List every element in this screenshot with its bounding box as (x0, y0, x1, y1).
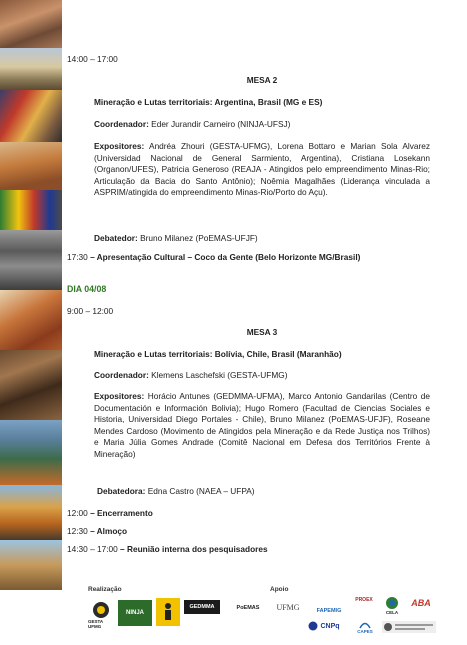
closing-item-3 (67, 544, 268, 556)
closing-item-1 (67, 508, 153, 520)
mesa3-exp-label: Expositores: (94, 391, 145, 401)
cnpq-logo-text: CNPq (320, 622, 340, 630)
mesa3-exp-value: Horácio Antunes (GEDMMA-UFMA), Marco Antonio Gandarilas (Centro de Documentación e Información Bolivia); Hugo Romero (Facultad de Ciencias Sociales e Historia, Universidad Diego Portales - Chile), Bruno Milanez (PoEMAS-UFJF), Roseane Mendes Cardoso (Movimento de Atingidos pela Mineração e da Rede Justiça nos Trilhos) e Maria Júlia Gomes Andrade (Comitê Nacional em Defesa dos Territórios Frente à Mineração) (94, 391, 430, 459)
creative-commons-icon (382, 621, 436, 633)
mesa3-deb-value: Edna Castro (NAEA – UFPA) (145, 486, 255, 496)
closing-time-3: 14:30 – 17:00 (67, 544, 118, 554)
photo-mine-pit (0, 0, 62, 48)
photo-port (0, 485, 62, 540)
cultural-text: – Apresentação Cultural – Coco da Gente (Belo Horizonte MG/Brasil) (87, 252, 361, 262)
ufmg-logo: UFMG (276, 602, 300, 612)
mesa3-theme-value: Bolívia, Chile, Brasil (Maranhão) (212, 349, 342, 359)
photo-land (0, 142, 62, 190)
mesa3-title: MESA 3 (246, 327, 278, 337)
mesa3-coord-label: Coordenador: (94, 370, 149, 380)
aba-logo: ABA (411, 598, 431, 608)
mesa2-coord-value: Eder Jurandir Carneiro (NINJA-UFSJ) (148, 119, 291, 129)
proex-logo: PROEX (355, 597, 373, 603)
session-time-1: 14:00 – 17:00 (67, 54, 118, 64)
photo-landscape (0, 540, 62, 590)
closing-time-1: 12:00 (67, 508, 88, 518)
mesa2-coord-label: Coordenador: (94, 119, 149, 129)
day-heading: DIA 04/08 (67, 284, 107, 294)
capes-emblem-icon (359, 619, 371, 629)
license-badge (382, 620, 436, 634)
photo-strip (0, 0, 62, 590)
mesa2-exp-label: Expositores: (94, 141, 145, 151)
mesa3-speakers (94, 391, 430, 460)
photo-miners-bw (0, 230, 62, 290)
cnpq-emblem-icon (308, 621, 318, 631)
ninja-logo: NINJA (118, 600, 152, 626)
cela-logo-text: CELA (385, 609, 399, 615)
closing-item-2 (67, 526, 127, 538)
mesa3-debater (97, 486, 433, 498)
mesa2-debater (94, 233, 430, 245)
mesa3-coordinator (94, 370, 430, 382)
poemas-logo: PoEMAS (236, 605, 260, 611)
photo-town (0, 48, 62, 90)
gesta-logo-text: GESTA UFMG (88, 619, 104, 629)
closing-time-2: 12:30 (67, 526, 88, 536)
mesa2-speakers (94, 141, 430, 199)
mesa2-theme (94, 97, 430, 109)
photo-flags (0, 190, 62, 230)
fapemig-logo: FAPEMIG (316, 608, 342, 614)
mesa2-theme-label: Mineração e Lutas territoriais: (94, 97, 213, 107)
sponsor-logos (88, 586, 458, 641)
mesa2-deb-label: Debatedor: (94, 233, 138, 243)
mesa3-theme (94, 349, 430, 361)
mesa2-deb-value: Bruno Milanez (PoEMAS-UFJF) (137, 233, 258, 243)
session-time-2: 9:00 – 12:00 (67, 306, 114, 316)
realizacao-label: Realização (88, 586, 122, 593)
closing-text-2: – Almoço (87, 526, 128, 536)
cela-logo (382, 594, 402, 616)
mesa3-theme-label: Mineração e Lutas territoriais: (94, 349, 213, 359)
photo-water (0, 420, 62, 485)
photo-protest (0, 90, 62, 142)
cela-emblem-icon (385, 596, 399, 610)
gedmma-logo: GEDMMA (184, 600, 220, 614)
cnpq-logo (302, 618, 346, 634)
gesta-emblem-icon (92, 601, 110, 619)
mesa3-coord-value: Klemens Laschefski (GESTA-UFMG) (148, 370, 288, 380)
mesa2-exp-value: Andréa Zhouri (GESTA-UFMG), Lorena Bottaro e Marian Sola Alvarez (Universidad Nacional de General Sarmiento, Argentina), Cristiana Losekann (Organon/UFES), Patricia Generoso (REAJA - Atingidos pelo empreendimento Minas-Rio; Articulação da Bacia do Santo Antônio); Noêmia Magalhães (Liderança vinculada a ASPRIM/atingida do empreendimento Minas-Rio/Porto do Açu). (94, 141, 430, 197)
mesa2-theme-value: Argentina, Brasil (MG e ES) (212, 97, 323, 107)
cultural-presentation (67, 252, 457, 264)
cultural-time: 17:30 (67, 252, 88, 262)
third-logo (156, 598, 180, 626)
gesta-logo (88, 600, 114, 630)
capes-logo-text: CAPES (357, 628, 373, 634)
mesa3-deb-label: Debatedora: (97, 486, 146, 496)
closing-text-3: – Reunião interna dos pesquisadores (117, 544, 268, 554)
photo-red-earth (0, 290, 62, 350)
apoio-label: Apoio (270, 586, 289, 593)
closing-text-1: – Encerramento (87, 508, 153, 518)
mesa2-title: MESA 2 (246, 75, 278, 85)
capes-logo (352, 616, 378, 636)
mesa2-coordinator (94, 119, 430, 131)
figure-icon (160, 602, 176, 622)
photo-crowd (0, 350, 62, 420)
